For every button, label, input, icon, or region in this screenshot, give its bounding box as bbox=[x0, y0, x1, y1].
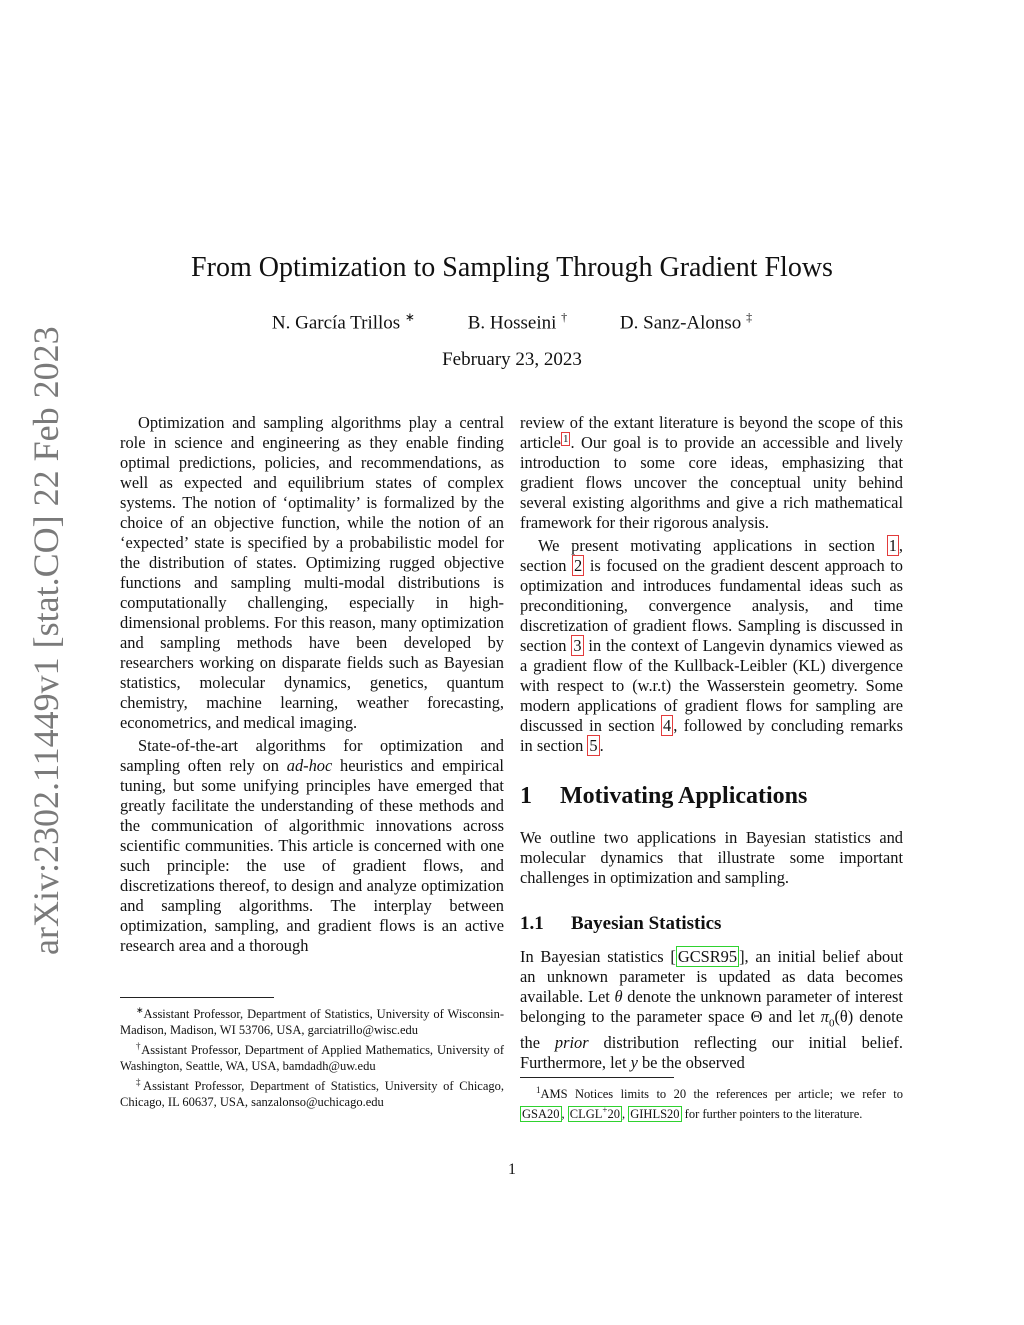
author-list bbox=[0, 310, 1024, 334]
subsection-number: 1.1 bbox=[520, 913, 544, 934]
section-link-1[interactable]: 1 bbox=[888, 536, 897, 555]
footnote-author-1: ∗Assistant Professor, Department of Statistics, University of Wisconsin-Madison, Madison, WI 53706, USA, garciatrillo@wisc.edu bbox=[120, 1005, 504, 1038]
math-Theta: Θ bbox=[750, 1007, 763, 1026]
author-1 bbox=[272, 310, 415, 334]
author-name: N. García Trillos bbox=[271, 312, 401, 334]
abstract-paragraph-1: Optimization and sampling algorithms play a central role in science and engineering as they enable finding optimal predictions, policies, and recommendations, as well as expected and equilibrium states of complex systems. The notion of ‘optimality’ is formalized by the choice of an objective function, while the notion of an ‘expected’ state is specified by a probabilistic model for the distribution of states. Optimizing rugged objective functions and sampling multi-modal distributions is computationally challenging, especially in high-dimensional problems. For this reason, many optimization and sampling methods have been developed by researchers working on disparate fields such as Bayesian statistics, molecular dynamics, genetics, quantum chemistry, machine learning, weather forecasting, econometrics, and medical imaging. bbox=[120, 413, 504, 732]
section-1-body: We outline two applications in Bayesian statistics and molecular dynamics that illustrate some important challenges in optimization and sampling. bbox=[520, 828, 903, 887]
section-title: Motivating Applications bbox=[560, 783, 808, 809]
footnote-author-2: †Assistant Professor, Department of Applied Mathematics, University of Washington, Seattle, WA, USA, bamdadh@uw.edu bbox=[120, 1041, 505, 1074]
publication-date: February 23, 2023 bbox=[442, 349, 582, 370]
section-link-4[interactable]: 4 bbox=[663, 716, 672, 735]
author-name: D. Sanz-Alonso bbox=[619, 312, 742, 334]
footnote-link-1[interactable]: 1 bbox=[562, 432, 569, 445]
paper-title: From Optimization to Sampling Through Gradient Flows bbox=[191, 252, 833, 283]
math-pi: π bbox=[820, 1007, 829, 1026]
footnote-divider bbox=[120, 997, 274, 998]
emphasis-prior: prior bbox=[554, 1033, 589, 1053]
author-footnotes bbox=[120, 1002, 504, 1110]
footnote-author-3: ‡Assistant Professor, Department of Statistics, University of Chicago, Chicago, IL 60637, USA, sanzalonso@uchicago.edu bbox=[120, 1077, 505, 1110]
intro-paragraph-1: review of the extant literature is beyond the scope of this article $^1$ . Our goal is to provide an accessible and lively introduction to some core ideas, emphasizing that gradient flows uncover the conceptual unity behind several existing algorithms and give a rich mathematical framework for their rigorous analysis. bbox=[520, 413, 903, 532]
intro-paragraph-2: We present motivating applications in section 1 , section 2 is focused on the gradient descent approach to optimization and introduces fundamental ideas such as preconditioning, convergence analysis, and time discretization of gradient flows. Sampling is discussed in section 3 in the context of Langevin dynamics viewed as a gradient flow of the Kullback-Leibler (KL) divergence with respect to (w.r.t) the Wasserstein geometry. Some modern applications of gradient flows for sampling are discussed in section 4 , followed by concluding remarks in section 5 . bbox=[520, 536, 904, 755]
subsection-title: Bayesian Statistics bbox=[571, 913, 722, 934]
author-2 bbox=[468, 310, 567, 334]
footnote-1: $^1$AMS Notices limits to 20 the references per article; we refer to GSA20 , CLGL+20 , GIHLS20 for further pointers to the literature. bbox=[522, 1085, 903, 1122]
section-1-heading bbox=[520, 783, 807, 810]
citation-link-gcsr95[interactable]: GCSR95 bbox=[677, 947, 738, 966]
subsection-1-1-body: In Bayesian statistics [ GCSR95 ], an initial belief about an unknown parameter is updated as data becomes available. Let θ denote the unknown parameter of interest belonging to the parameter space Θ and let $\pi_0(\theta)$ denote the prior distribution reflecting our initial belief. Furthermore, let y be the observed bbox=[520, 947, 903, 1073]
math-y: y bbox=[630, 1053, 638, 1073]
author-name: B. Hosseini bbox=[467, 312, 557, 334]
math-theta: θ bbox=[614, 987, 623, 1006]
footnote-divider bbox=[520, 1077, 674, 1078]
citation-link-gsa20[interactable]: GSA20 bbox=[522, 1107, 560, 1122]
author-footnote-mark[interactable]: † bbox=[561, 310, 568, 324]
section-number: 1 bbox=[520, 783, 532, 809]
section-link-3[interactable]: 3 bbox=[573, 636, 582, 655]
section-link-2[interactable]: 2 bbox=[574, 556, 583, 575]
arxiv-identifier-stamp: arXiv:2302.11449v1 [stat.CO] 22 Feb 2023 bbox=[26, 326, 66, 955]
emphasis-ad-hoc: ad-hoc bbox=[286, 756, 333, 775]
right-column bbox=[520, 413, 903, 759]
section-link-5[interactable]: 5 bbox=[589, 736, 598, 755]
author-footnote-mark[interactable]: ‡ bbox=[746, 310, 753, 324]
author-footnote-mark[interactable]: ∗ bbox=[404, 310, 415, 324]
abstract-paragraph-2: State-of-the-art algorithms for optimization and sampling often rely on ad-hoc heuristics and empirical tuning, but some unifying principles have emerged that greatly facilitate the understanding of these methods and the communication of algorithmic innovations across scientific communities. This article is concerned with one such principle: the use of gradient flows, and discretizations thereof, to design and analyze optimization and sampling algorithms. The interplay between optimization, sampling, and gradient flows is an active research area and a thorough bbox=[120, 736, 504, 955]
author-3 bbox=[620, 310, 752, 334]
left-column bbox=[120, 413, 504, 959]
subsection-1-1-heading bbox=[520, 913, 721, 935]
math-pi-subscript: 0 bbox=[828, 1017, 835, 1030]
citation-link-gihls20[interactable]: GIHLS20 bbox=[630, 1107, 680, 1122]
math-pi-argument: (θ) bbox=[834, 1007, 854, 1026]
citation-link-clgl20[interactable]: CLGL+20 bbox=[569, 1105, 620, 1122]
page-number: 1 bbox=[508, 1161, 516, 1178]
